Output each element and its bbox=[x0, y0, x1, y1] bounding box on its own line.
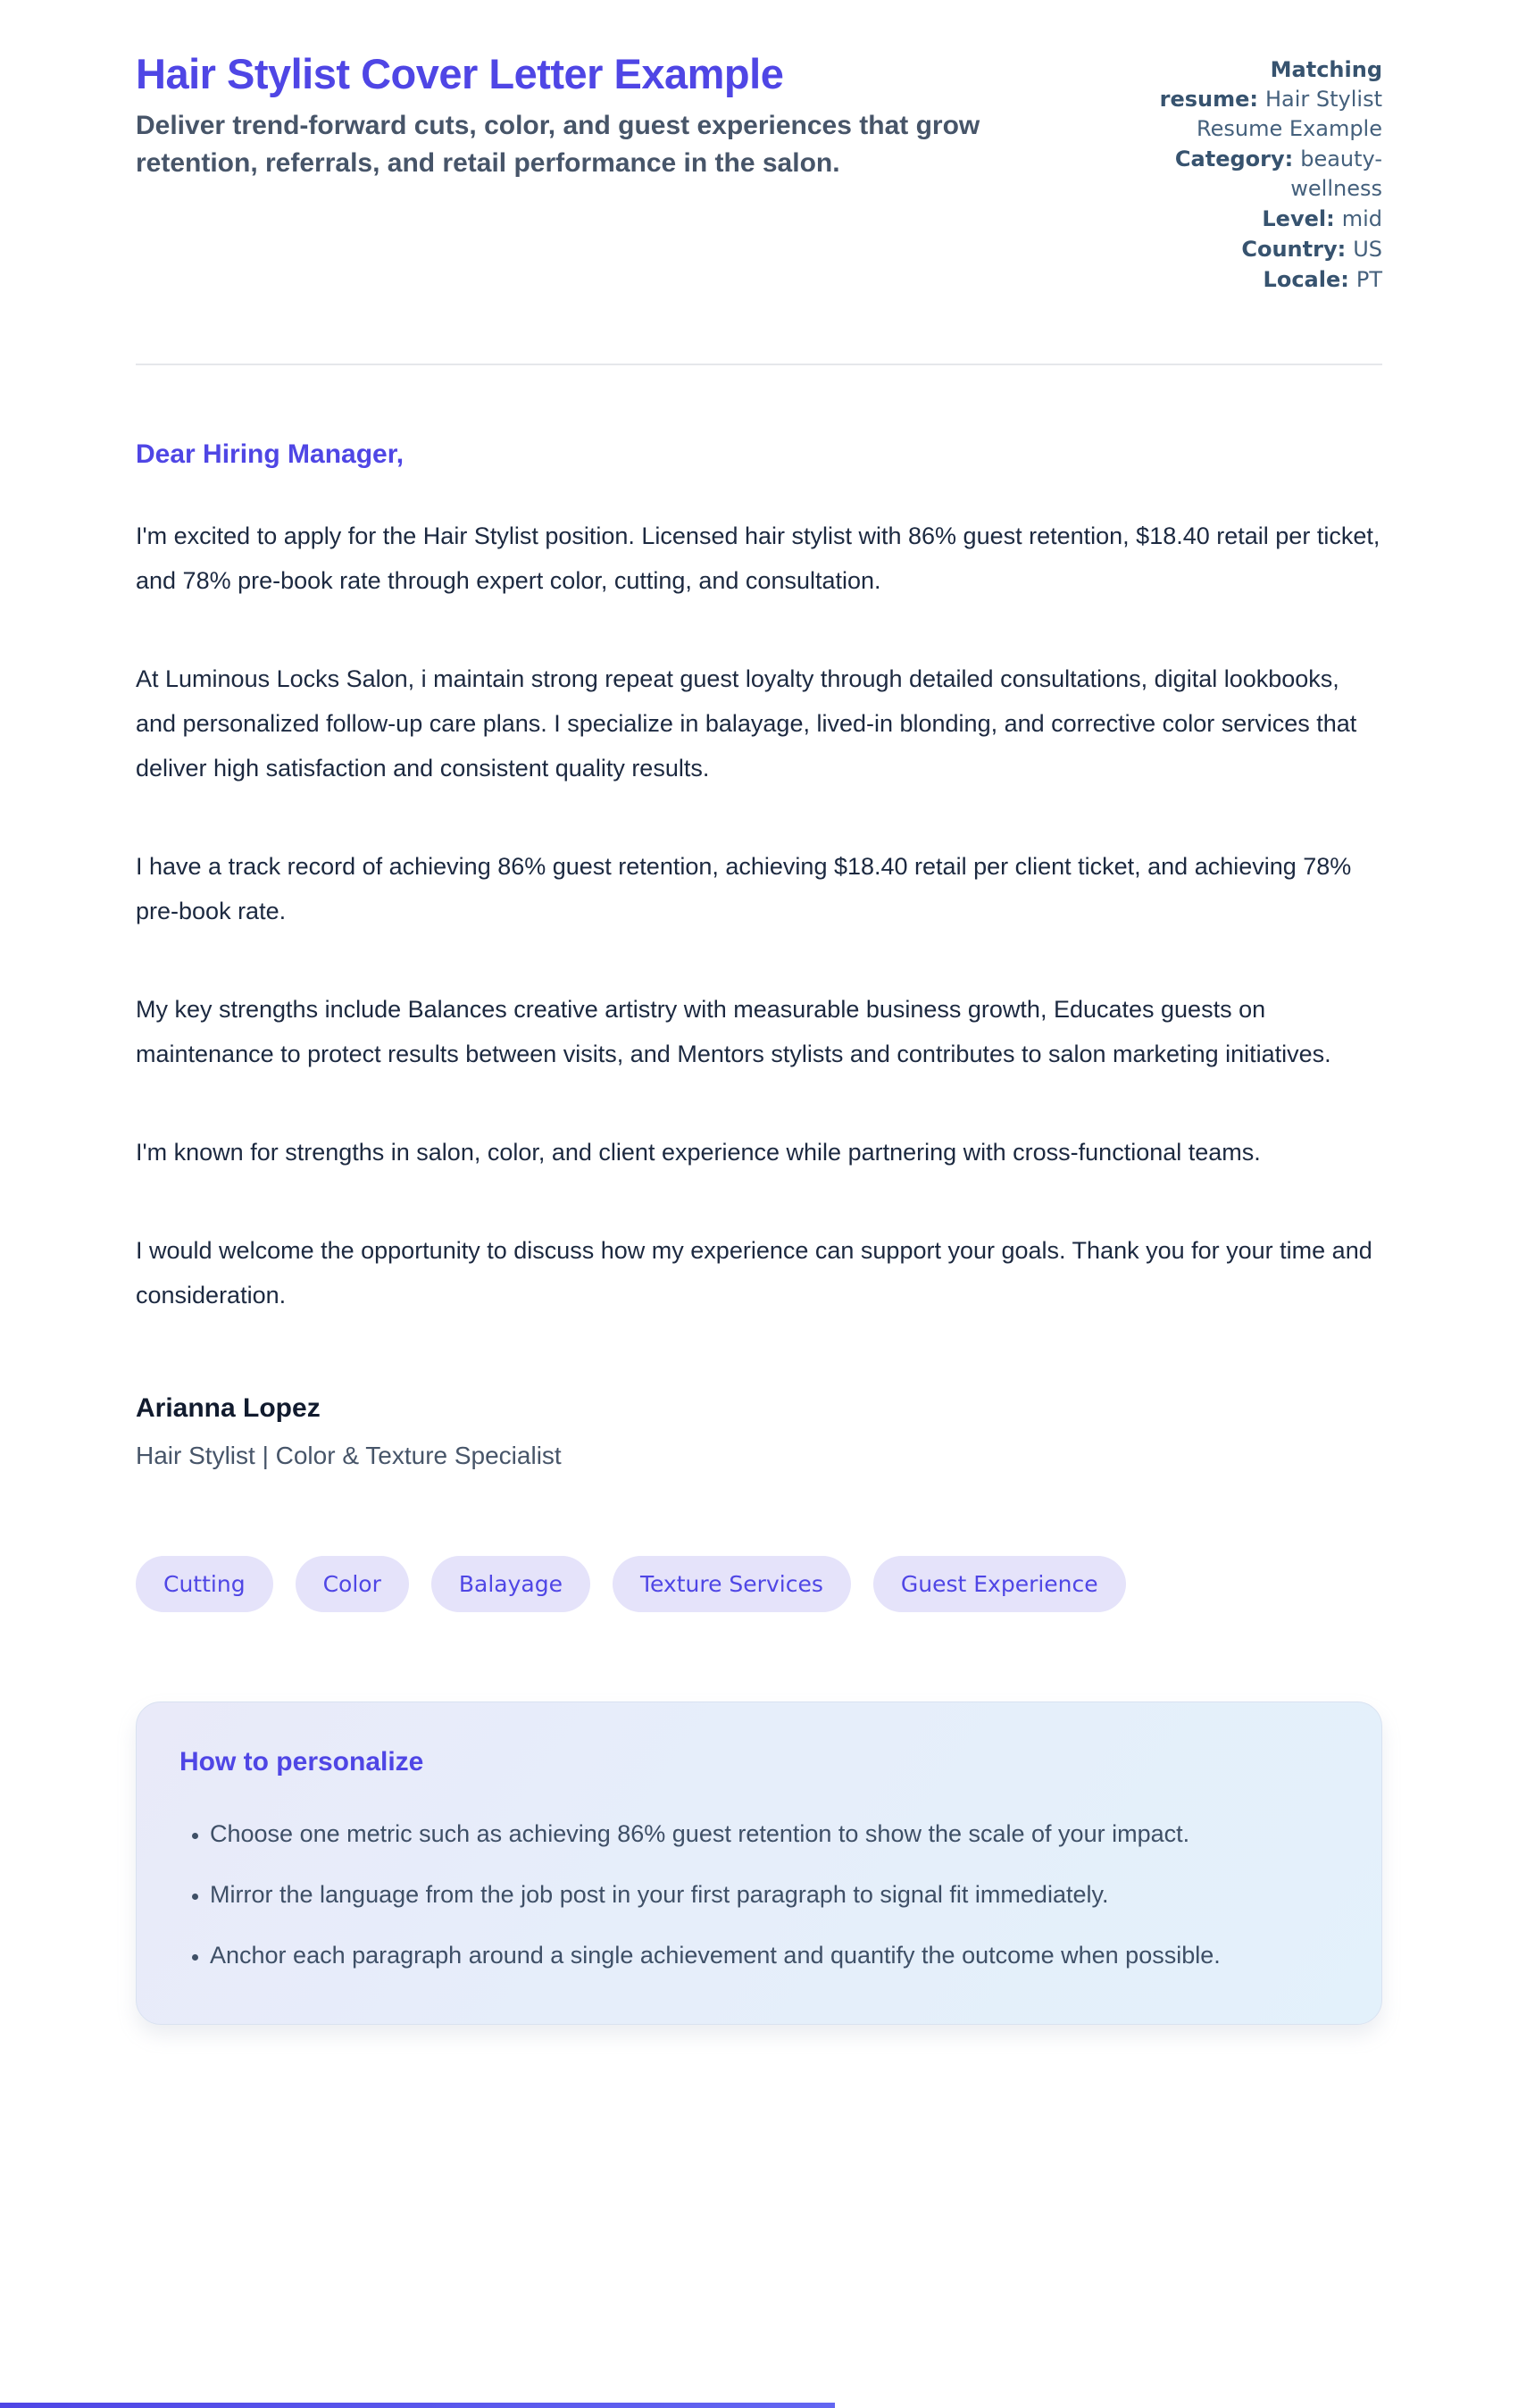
footer-accent-bar bbox=[0, 2403, 835, 2408]
meta-label: Level: bbox=[1262, 206, 1335, 231]
content-column bbox=[136, 0, 1382, 2025]
signature-role: Hair Stylist | Color & Texture Specialist bbox=[136, 1442, 562, 1469]
meta-row-matching-resume bbox=[1139, 55, 1382, 144]
header-divider bbox=[136, 364, 1382, 365]
letter-paragraph: I'm excited to apply for the Hair Stylist position. Licensed hair stylist with 86% guest retention, $18.40 retail per ticket, and 78% pre-book rate through expert color, cutting, and consultation. bbox=[136, 523, 1380, 594]
resume-meta-block bbox=[1139, 50, 1382, 296]
skill-tags-row bbox=[136, 1556, 1382, 1612]
tag-pill: Color bbox=[296, 1556, 409, 1612]
page-header bbox=[136, 50, 1382, 296]
meta-row-country bbox=[1139, 235, 1382, 264]
tip-item: • Mirror the language from the job post in your first paragraph to signal fit immediately. bbox=[210, 1872, 1326, 1917]
letter-paragraph: At Luminous Locks Salon, i maintain strong repeat guest loyalty through detailed consultations, digital lookbooks, and personalized follow-up care plans. I specialize in balayage, lived-in blonding, and corrective color services that deliver high satisfaction and consistent quality results. bbox=[136, 665, 1357, 782]
tag-pill: Texture Services bbox=[613, 1556, 851, 1612]
signature-name: Arianna Lopez bbox=[136, 1393, 321, 1423]
meta-label: Country: bbox=[1241, 237, 1347, 262]
letter-paragraph: My key strengths include Balances creative artistry with measurable business growth, Educates guests on maintenance to protect results between visits, and Mentors stylists and contributes to salon marketing initiatives. bbox=[136, 996, 1331, 1067]
meta-label: Category: bbox=[1174, 146, 1294, 171]
meta-row-locale bbox=[1139, 265, 1382, 295]
header-title-block bbox=[136, 50, 1091, 182]
meta-value: US bbox=[1353, 237, 1382, 262]
personalize-tips-list bbox=[179, 1811, 1339, 1977]
tag-pill: Cutting bbox=[136, 1556, 273, 1612]
meta-row-category bbox=[1139, 145, 1382, 204]
page-title: Hair Stylist Cover Letter Example bbox=[136, 50, 784, 97]
meta-label: Locale: bbox=[1263, 267, 1349, 292]
letter-paragraph: I'm known for strengths in salon, color, and client experience while partnering with cross-functional teams. bbox=[136, 1139, 1261, 1166]
tag-pill: Guest Experience bbox=[873, 1556, 1126, 1612]
personalize-title: How to personalize bbox=[179, 1747, 424, 1777]
meta-row-level bbox=[1139, 205, 1382, 234]
letter-salutation: Dear Hiring Manager, bbox=[136, 439, 405, 469]
page-subtitle: Deliver trend-forward cuts, color, and guest experiences that grow retention, referrals, and retail performance in the salon. bbox=[136, 111, 980, 179]
meta-value: Hair Stylist Resume Example bbox=[1197, 87, 1382, 141]
tip-item: • Choose one metric such as achieving 86% guest retention to show the scale of your impact. bbox=[210, 1811, 1326, 1856]
letter-paragraph: I have a track record of achieving 86% guest retention, achieving $18.40 retail per client ticket, and achieving 78% pre-book rate. bbox=[136, 853, 1352, 924]
personalize-card bbox=[136, 1701, 1382, 2025]
meta-value: mid bbox=[1341, 206, 1382, 231]
tag-pill: Balayage bbox=[431, 1556, 590, 1612]
meta-value: PT bbox=[1355, 267, 1382, 292]
tip-item: • Anchor each paragraph around a single achievement and quantify the outcome when possible. bbox=[210, 1933, 1326, 1977]
letter-paragraph: I would welcome the opportunity to discuss how my experience can support your goals. Thank you for your time and consideration. bbox=[136, 1237, 1372, 1309]
meta-value: beauty-wellness bbox=[1290, 146, 1382, 201]
meta-label: Matching resume: bbox=[1159, 57, 1382, 112]
